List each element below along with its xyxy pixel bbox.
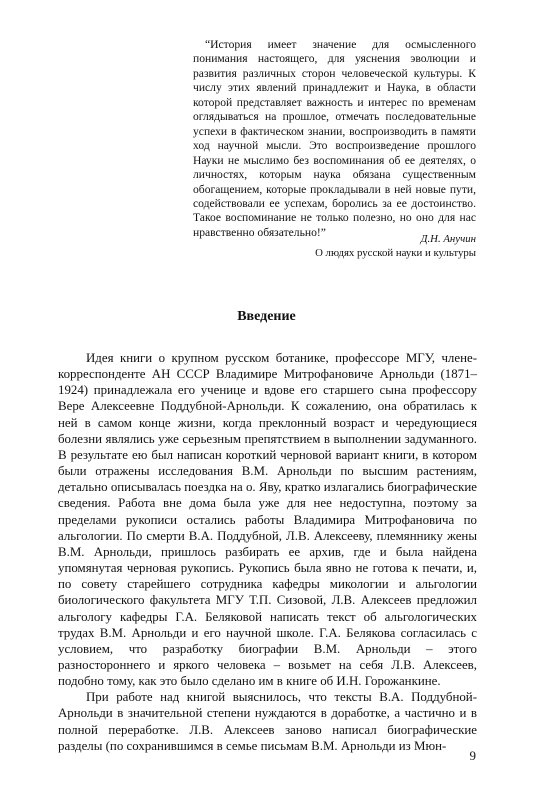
body-paragraph: При работе над книгой выяснилось, что тексты В.А. Поддубной-Арнольди в значительной степени нуждаются в доработке, а частично и в полной переработке. Л.В. Алексеев заново написал биографические разделы (по сохранившимся в семье письмам В.М. Арнольди из Мюн- (58, 690, 477, 753)
epigraph-source: О людях русской науки и культуры (315, 247, 476, 259)
epigraph-text: “История имеет значение для осмысленного понимания настоящего, для уяснения эволюции и развития различных сторон человеческой культуры. К числу этих явлений принадлежит и Наука, в области которой представляет важность и интерес по временам оглядываться на прошлое, отмечать последовательные успехи в фактическом знании, воспроизводить в памяти ход научной мысли. Это воспроизведение прошлого Науки не мыслимо без воспоминания об ее деятелях, о личностях, которым наука обязана существенным обогащением, которые прокладывали в ней новые пути, содействовали ее успехам, боролись за ее достоинство. Такое воспоминание не только полезно, но оно для нас нравственно обязательно!” (193, 38, 476, 239)
section-heading: Введение (237, 309, 296, 324)
epigraph-quote (193, 38, 476, 240)
body-paragraph: Идея книги о крупном русском ботанике, профессоре МГУ, члене-корреспонденте АН СССР Владимире Митрофановиче Арнольди (1871–1924) принадлежала его ученице и вдове его старшего сына профессору Вере Алексеевне Поддубной-Арнольди. К сожалению, она обратилась к ней в самом конце жизни, когда преклонный возраст и чередующиеся болезни являлись уже серьезным препятствием в выполнении задуманного. В результате ею был написан короткий черновой вариант книги, в котором были отражены исследования В.М. Арнольди по высшим растениям, детально описывалась поездка на о. Яву, кратко излагались биографические сведения. Работа вне дома была уже для нее недоступна, поэтому за пределами рукописи остались работы Владимира Митрофановича по альгологии. По смерти В.А. Поддубной, Л.В. Алексееву, племяннику жены В.М. Арнольди, пришлось разбирать ее архив, где и была найдена упомянутая черновая рукопись. Рукопись была явно не готова к печати, и, по совету старейшего сотрудника кафедры микологии и альгологии биологического факультета МГУ Т.П. Сизовой, Л.В. Алексеев предложил альгологу кафедры Г.А. Беляковой написать текст об альгологических трудах В.М. Арнольди и его научной школе. Г.А. Белякова согласилась с условием, что разработку биографии В.М. Арнольди – этого разностороннего и яркого человека – возьмет на себя Л.В. Алексеев, подобно тому, как это было сделано им в книге об И.Н. Горожанкине. (58, 351, 477, 689)
page-number: 9 (469, 748, 476, 763)
epigraph-author: Д.Н. Анучин (420, 233, 476, 245)
body-text (58, 350, 477, 754)
